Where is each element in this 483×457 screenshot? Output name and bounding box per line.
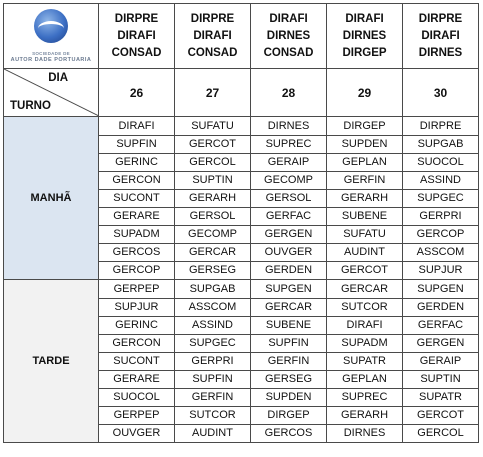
day-cell: 28 [251,69,327,117]
day-cell: 30 [403,69,479,117]
unit-cell: GECOMP [175,226,251,244]
unit-cell: SUTCOR [327,299,403,317]
unit-cell: GERCOL [403,425,479,443]
header-directorate: DIRAFI [345,12,384,25]
header-directorate: DIRAFI [117,29,156,42]
unit-cell: GERSEG [251,371,327,389]
unit-cell: GERARH [327,407,403,425]
unit-cell: AUDINT [175,425,251,443]
unit-cell: GERPRI [175,353,251,371]
header-directorate: DIRNES [418,46,463,59]
unit-cell: GERPRI [403,208,479,226]
unit-cell: GERFAC [403,317,479,335]
header-directorate: CONSAD [187,46,238,59]
unit-cell: SUPFIN [251,335,327,353]
header-row [4,4,479,69]
unit-cell: SUPDEN [327,136,403,154]
unit-cell: GERCAR [175,244,251,262]
unit-cell: SUPADM [327,335,403,353]
column-header-26 [99,4,175,69]
unit-cell: GERSOL [251,190,327,208]
unit-cell: SUCONT [99,190,175,208]
logo-text-line2: AUTOR DADE PORTUARIA [10,57,92,63]
unit-cell: GERINC [99,317,175,335]
day-row [4,69,479,117]
unit-cell: GERGEN [251,226,327,244]
unit-cell: GERCOP [403,226,479,244]
unit-cell: GERCOP [99,262,175,280]
unit-cell: SUOCOL [403,154,479,172]
unit-cell: SUPATR [403,389,479,407]
unit-cell: DIRAFI [99,117,175,136]
unit-cell: GECOMP [251,172,327,190]
column-header-30 [403,4,479,69]
header-directorate: DIRAFI [421,29,460,42]
unit-cell: SUPGAB [175,280,251,299]
unit-cell: GERSEG [175,262,251,280]
unit-cell: SUPGEN [251,280,327,299]
unit-cell: GERCOT [327,262,403,280]
unit-cell: DIRNES [327,425,403,443]
unit-cell: SUPFIN [175,371,251,389]
unit-cell: GERFIN [327,172,403,190]
unit-cell: GERGEN [403,335,479,353]
header-directorate: DIRNES [266,29,311,42]
unit-cell: SUTCOR [175,407,251,425]
unit-cell: SUPFIN [99,136,175,154]
unit-cell: SUPATR [327,353,403,371]
unit-cell: GERSOL [175,208,251,226]
unit-cell: GERFAC [251,208,327,226]
header-directorate: DIRAFI [269,12,308,25]
logo-text-line1: SOCIEDADE DE [32,51,70,56]
turno-label: TURNO [10,99,51,112]
unit-cell: GERCAR [327,280,403,299]
header-directorate: DIRPRE [190,12,235,25]
schedule-table [3,3,479,443]
unit-cell: GERDEN [403,299,479,317]
table-row [4,117,479,136]
unit-cell: SUPREC [327,389,403,407]
unit-cell: DIRGEP [327,117,403,136]
unit-cell: GERCAR [251,299,327,317]
dia-label: DIA [48,72,68,84]
unit-cell: GERCON [99,172,175,190]
unit-cell: GERFIN [251,353,327,371]
unit-cell: ASSCOM [403,244,479,262]
unit-cell: GERARE [99,371,175,389]
unit-cell: ASSIND [403,172,479,190]
unit-cell: GERDEN [251,262,327,280]
unit-cell: ASSCOM [175,299,251,317]
shift-label: MANHÃ [4,117,99,280]
header-directorate: DIRPRE [418,12,463,25]
unit-cell: GERCON [99,335,175,353]
unit-cell: SUFATU [327,226,403,244]
day-cell: 29 [327,69,403,117]
unit-cell: GERCOT [175,136,251,154]
unit-cell: AUDINT [327,244,403,262]
unit-cell: SUPJUR [99,299,175,317]
unit-cell: SUPGEN [403,280,479,299]
unit-cell: GERPEP [99,280,175,299]
unit-cell: GERCOS [251,425,327,443]
header-directorate: DIRAFI [193,29,232,42]
unit-cell: SUCONT [99,353,175,371]
unit-cell: SUPDEN [251,389,327,407]
unit-cell: SUFATU [175,117,251,136]
table-row [4,280,479,299]
corner-cell [4,69,99,117]
header-directorate: CONSAD [111,46,162,59]
unit-cell: GERAIP [403,353,479,371]
unit-cell: DIRPRE [403,117,479,136]
unit-cell: SUPTIN [403,371,479,389]
unit-cell: SUPADM [99,226,175,244]
unit-cell: SUPTIN [175,172,251,190]
logo-wave-icon [38,21,64,36]
unit-cell: ASSIND [175,317,251,335]
unit-cell: DIRNES [251,117,327,136]
unit-cell: GEPLAN [327,371,403,389]
unit-cell: GERARH [327,190,403,208]
unit-cell: OUVGER [251,244,327,262]
unit-cell: SUBENE [327,208,403,226]
column-header-27 [175,4,251,69]
unit-cell: DIRGEP [251,407,327,425]
day-cell: 27 [175,69,251,117]
logo-cell [4,4,99,69]
unit-cell: GERAIP [251,154,327,172]
unit-cell: GERARH [175,190,251,208]
day-cell: 26 [99,69,175,117]
unit-cell: GERARE [99,208,175,226]
header-directorate: DIRGEP [342,46,387,59]
unit-cell: SUBENE [251,317,327,335]
header-directorate: DIRPRE [114,12,159,25]
unit-cell: GERFIN [175,389,251,407]
unit-cell: SUPREC [251,136,327,154]
unit-cell: SUPGEC [403,190,479,208]
unit-cell: GERCOS [99,244,175,262]
shift-label: TARDE [4,280,99,443]
organization-logo [7,7,95,65]
column-header-28 [251,4,327,69]
unit-cell: GERINC [99,154,175,172]
unit-cell: SUPGEC [175,335,251,353]
unit-cell: SUOCOL [99,389,175,407]
unit-cell: SUPJUR [403,262,479,280]
unit-cell: GERCOL [175,154,251,172]
header-directorate: DIRNES [342,29,387,42]
unit-cell: DIRAFI [327,317,403,335]
header-directorate: CONSAD [263,46,314,59]
unit-cell: OUVGER [99,425,175,443]
unit-cell: GEPLAN [327,154,403,172]
column-header-29 [327,4,403,69]
unit-cell: SUPGAB [403,136,479,154]
unit-cell: GERPEP [99,407,175,425]
unit-cell: GERCOT [403,407,479,425]
